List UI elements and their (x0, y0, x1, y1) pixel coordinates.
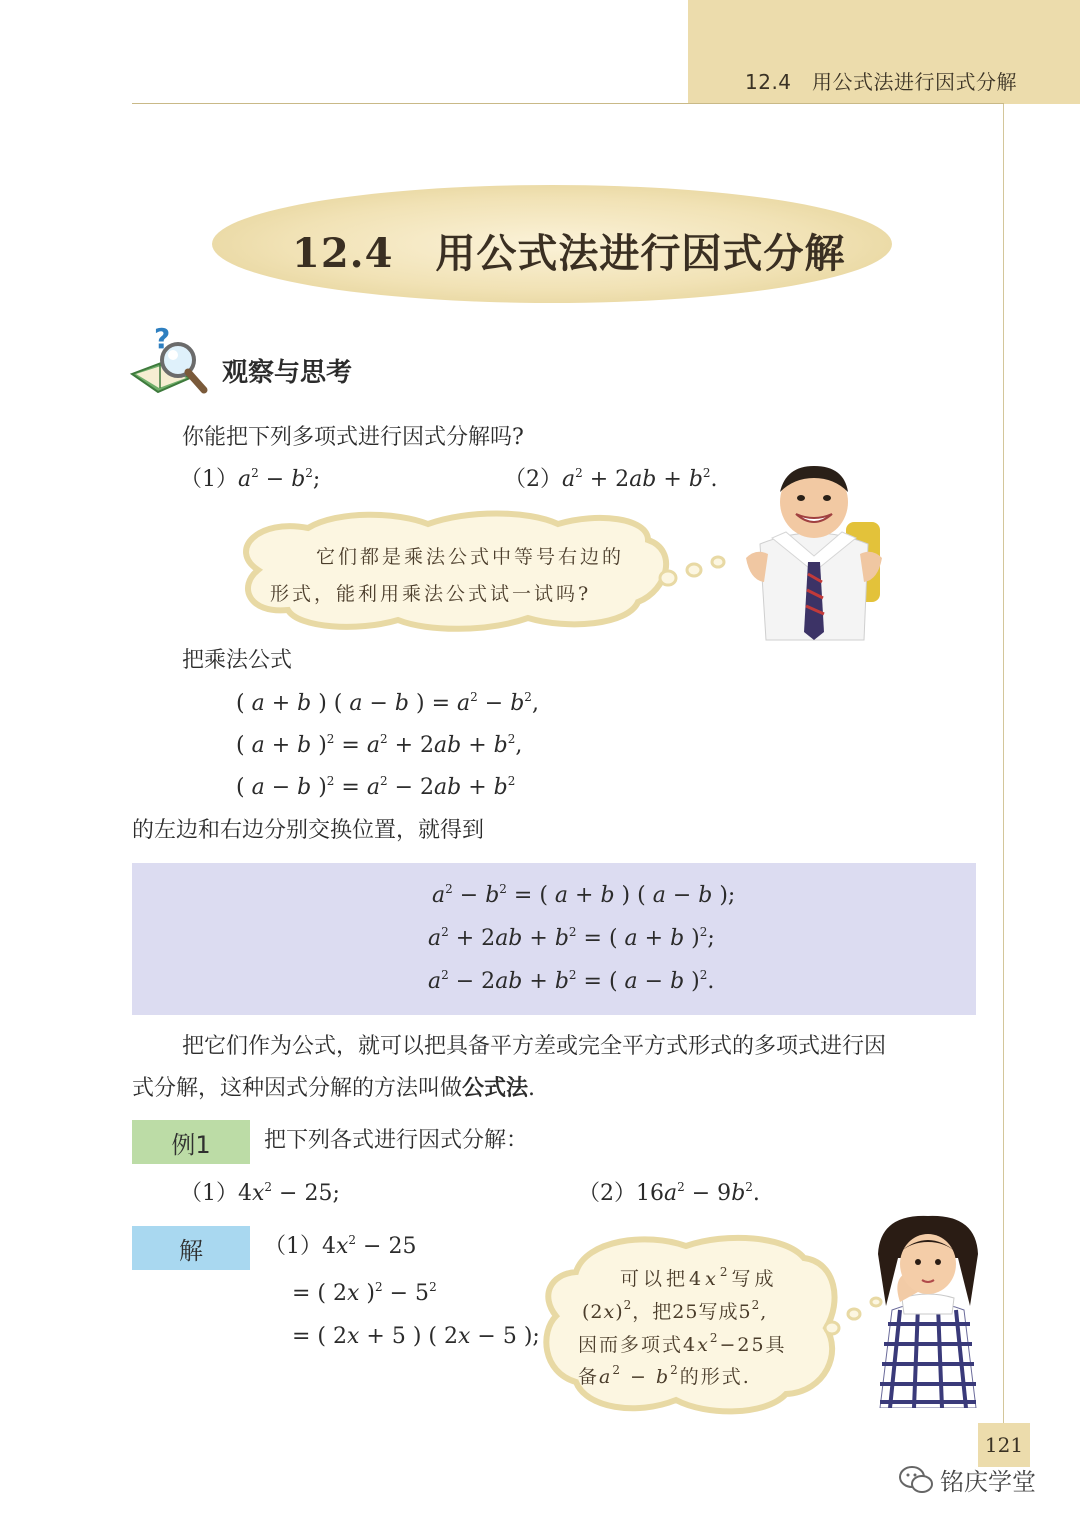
girl-illustration (878, 1214, 978, 1408)
bubble1-line2: 形式，能利用乘法公式试一试吗? (270, 583, 592, 605)
thought-bubble (228, 510, 738, 634)
header-rule (132, 103, 1004, 104)
boy-illustration (738, 462, 890, 644)
bubble2-line2: $(2x)^2$，把25写成$5^2$, (582, 1298, 768, 1323)
example-item-2: $(2)16a^2 - 9b^2$. (578, 1180, 760, 1206)
solution-line1: $(1)4x^2 - 25$ (264, 1233, 417, 1259)
running-title: 12.4 用公式法进行因式分解 (745, 70, 1018, 94)
paragraph-line1: 把它们作为公式，就可以把具备平方差或完全平方式形式的多项式进行因 (182, 1034, 887, 1059)
question-prompt: 你能把下列多项式进行因式分解吗? (182, 425, 524, 450)
formula-product-1: ( a + b ) ( a − b ) = $a^2 - b^2$, (236, 690, 539, 716)
bold-term: 公式法 (462, 1076, 529, 1101)
magnifier-book-icon (128, 322, 212, 406)
formula-factored-2: $a^2 + 2ab + b^2$ = ( a + b )$^2$; (428, 925, 715, 951)
lead-in-text: 把乘法公式 (182, 648, 293, 673)
solution-line2: = ( 2x )$^2 - 5^2$ (292, 1280, 437, 1306)
bubble1-line1: 它们都是乘法公式中等号右边的 (316, 546, 625, 568)
page-title (292, 222, 845, 279)
title-text: 用公式法进行因式分解 (435, 230, 846, 277)
bubble2-line1: 可以把$4x^2$写成 (620, 1265, 778, 1290)
formula-product-2: ( a + b )$^2 = a^2 + 2ab + b^2$, (236, 732, 523, 758)
svg-text:?: ? (154, 322, 171, 355)
section-heading: 观察与思考 (222, 358, 353, 388)
example-item-1: $(1)4x^2 - 25$; (180, 1180, 340, 1206)
example-text: 把下列各式进行因式分解： (264, 1128, 529, 1153)
watermark-text: 铭庆学堂 (940, 1468, 1036, 1496)
paragraph-line2: 式分解，这种因式分解的方法叫做公式法. (132, 1076, 536, 1101)
page-number: 121 (978, 1423, 1030, 1467)
wechat-icon (898, 1465, 934, 1495)
after-formulas-text: 的左边和右边分别交换位置，就得到 (132, 818, 485, 843)
example-tag: 例1 (132, 1120, 250, 1164)
formula-product-3: ( a − b )$^2 = a^2 - 2ab + b^2$ (236, 774, 516, 800)
title-number: 12.4 (292, 230, 394, 277)
solution-tag: 解 (132, 1226, 250, 1270)
solution-line3: = ( 2x + 5 ) ( 2x − 5 ); (292, 1324, 540, 1349)
bubble2-line3: 因而多项式$4x^2-25$具 (578, 1331, 787, 1356)
formula-factored-1: $a^2 - b^2$ = ( a + b ) ( a − b ); (432, 882, 736, 908)
watermark (898, 1462, 1036, 1497)
question-item-2: $(2)a^2 + 2ab + b^2$. (504, 466, 718, 492)
question-item-1: $(1)a^2 - b^2$; (180, 466, 321, 492)
bubble2-line4: 备$a^2 - b^2$的形式. (578, 1363, 751, 1388)
formula-factored-3: $a^2 - 2ab + b^2$ = ( a − b )$^2$. (428, 968, 715, 994)
side-rule (1003, 104, 1004, 1439)
